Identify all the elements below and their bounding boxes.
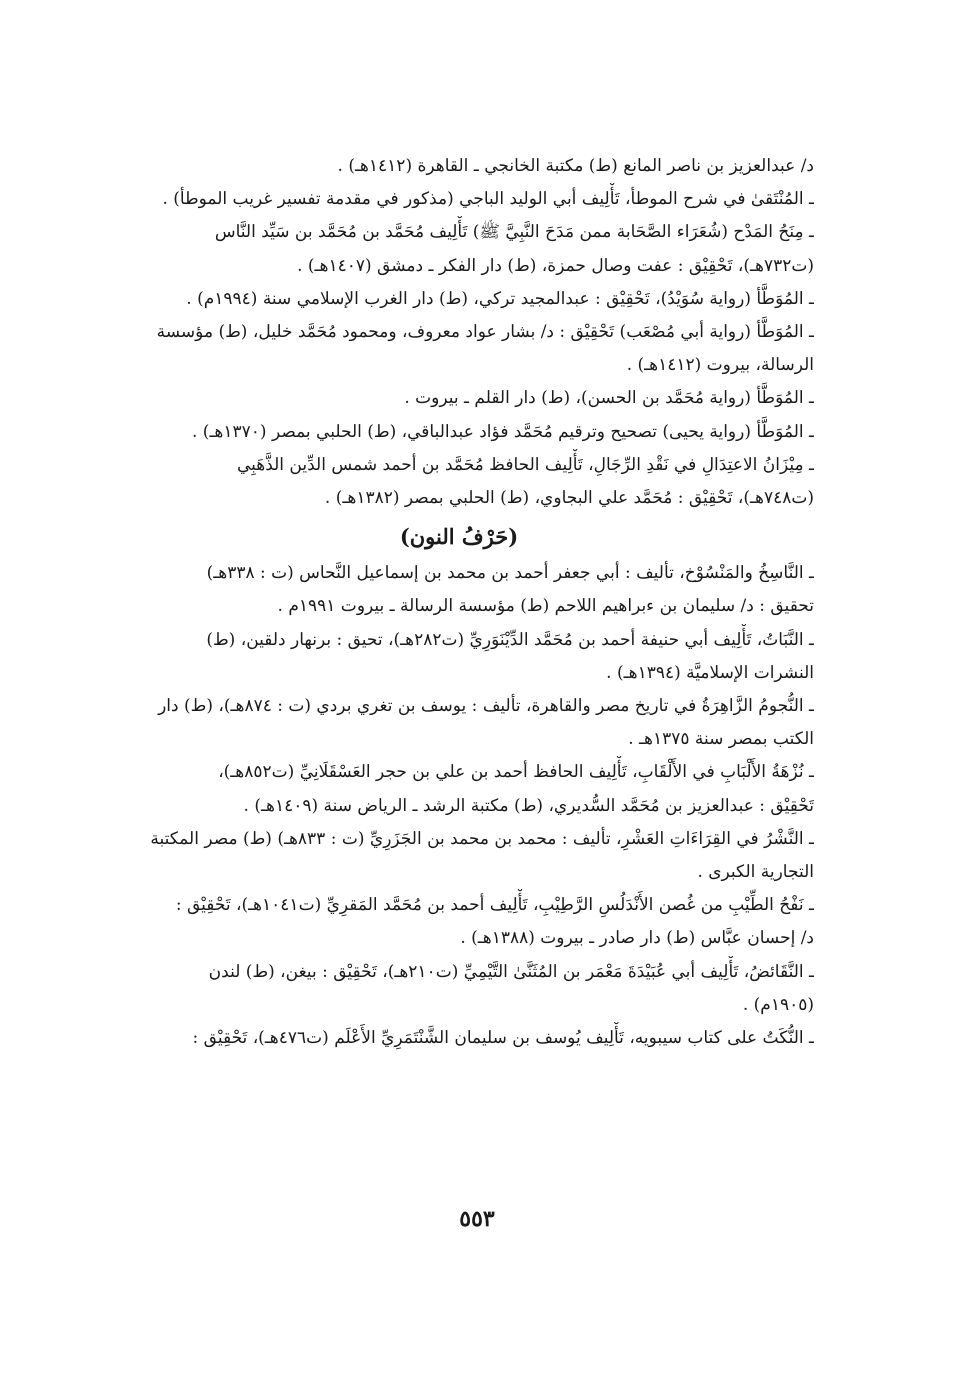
entry-line: ـ نَفْحُ الطِّيْبِ من غُصن الأَنْدَلُسِ الرَّطِيْبِ، تَأْلِيف أحمد بن مُحَمَّد المَقرِيِّ (ت١٠٤١هـ)، تَحْقِيْق : <box>175 895 814 916</box>
entry-line: تحقيق : د/ سليمان بن ءبراهيم اللاحم (ط) مؤسسة الرسالة ـ بيروت ١٩٩١م . <box>277 596 814 617</box>
entry-line: التجارية الكبرى . <box>697 862 814 883</box>
entry-line: الرسالة، بيروت (١٤١٢هـ) . <box>626 355 814 376</box>
entry-line: ـ المُنْتَقىٰ في شرح الموطأ، تَأْلِيف أبي الوليد الباجي (مذكور في مقدمة تفسير غريب الموطأ) . <box>162 189 814 210</box>
entry-line: د/ إحسان عبَّاس (ط) دار صادر ـ بيروت (١٣٨٨هـ) . <box>460 928 814 949</box>
entry-line: ـ النَّشْرُ في القِرَاءَاتِ العَشْرِ، تأليف : محمد بن محمد بن الجَزَرِيِّ (ت : ٨٣٣هـ) (ط) مصر المكتبة <box>150 828 814 849</box>
entry-line: د/ عبدالعزيز بن ناصر المانع (ط) مكتبة الخانجي ـ القاهرة (١٤١٢هـ) . <box>337 156 814 176</box>
entry-line: ـ النَّاسِخُ والمَنْسُوْخ، تأليف : أبي جعفر أحمد بن محمد بن إسماعيل النَّحاس (ت : ٣٣٨هـ) <box>206 563 814 584</box>
entry-line: ـ النَّقَائضُ، تَأْلِيف أبي عُبَيْدَةَ مَعْمَر بن المُثَنَّىٰ التَّيْمِيِّ (ت٢١٠هـ)، تَحْقِيْق : بيغن، (ط) لندن <box>208 961 814 982</box>
entry-line: ـ النُّكَتُ على كتاب سيبويه، تَأْلِيف يُوسف بن سليمان الشَّنْتَمَرِيِّ الأَعْلَم (ت٤٧٦هـ)، تَحْقِيْق : <box>192 1028 814 1049</box>
entry-line: ـ المُوَطَّأ (رواية سُوَيْدُ)، تَحْقِيْق : عبدالمجيد تركي، (ط) دار الغرب الإسلامي سنة (١٩٩٤م) . <box>186 288 814 309</box>
entry-line: (ت٧٣٢هـ)، تَحْقِيْق : عفت وصال حمزة، (ط) دار الفكر ـ دمشق (١٤٠٧هـ) . <box>297 255 814 276</box>
entry-line: تَحْقِيْق : عبدالعزيز بن مُحَمَّد السُّديري، (ط) مكتبة الرشد ـ الرياض سنة (١٤٠٩هـ) . <box>243 795 814 816</box>
entry-line: ـ المُوَطَّأ (رواية أبي مُصْعَب) تَحْقِيْق : د/ بشار عواد معروف، ومحمود مُحَمَّد خليل، (ط) مؤسسة <box>156 322 814 343</box>
entry-line: النشرات الإسلاميَّة (١٣٩٤هـ) . <box>606 662 814 683</box>
entry-line: (ت٧٤٨هـ)، تَحْقِيْق : مُحَمَّد علي البجاوي، (ط) الحلبي بمصر (١٣٨٢هـ) . <box>324 488 814 509</box>
entry-line: ـ المُوَطَّأ (رواية مُحَمَّد بن الحسن)، (ط) دار القلم ـ بيروت . <box>404 388 814 409</box>
page-number: ٥٥٣ <box>459 1206 495 1232</box>
section-heading: (حَرْفُ النون) <box>399 524 519 550</box>
entry-line: ـ مِيْزَانُ الاعتِدَالِ في نَقْدِ الرِّجَالِ، تَأْلِيف الحافظ مُحَمَّد بن أحمد شمس الدِّين الذَّهَبِي <box>236 454 814 475</box>
entry-line: ـ نُزْهَةُ الأَلْبَابِ في الأَلْقَابِ، تَأْلِيف الحافظ أحمد بن علي بن حجر العَسْقَلَانِيِّ (ت٨٥٢هـ)، <box>218 762 814 783</box>
entry-line: ـ المُوَطَّأ (رواية يحيى) تصحيح وترقيم مُحَمَّد فؤاد عبدالباقي، (ط) الحلبي بمصر (١٣٧٠هـ) . <box>192 421 814 442</box>
entry-line: ـ النُّجومُ الزَّاهِرَةُ في تاريخ مصر والقاهرة، تأليف : يوسف بن تغري بردي (ت : ٨٧٤هـ)، (ط) دار <box>158 696 814 717</box>
entry-line: ـ النَّبَاتُ، تَأْلِيف أبي حنيفة أحمد بن مُحَمَّد الدِّيْنَوَرِيِّ (ت٢٨٢هـ)، تحيق : برنهار دلقين، (ط) <box>206 629 814 650</box>
entry-line: (١٩٠٥م) . <box>742 994 814 1015</box>
entry-line: الكتب بمصر سنة ١٣٧٥هـ . <box>628 729 814 750</box>
bibliography-text <box>104 150 814 1055</box>
entry-line: ـ مِنَحُ المَدْح (شُعَرَاء الصَّحَابة ممن مَدَحَ النَّبِيَّ ﷺ) تَأْلِيف مُحَمَّد بن مُحَمَّد بن سَيِّد النَّاس <box>214 222 814 243</box>
